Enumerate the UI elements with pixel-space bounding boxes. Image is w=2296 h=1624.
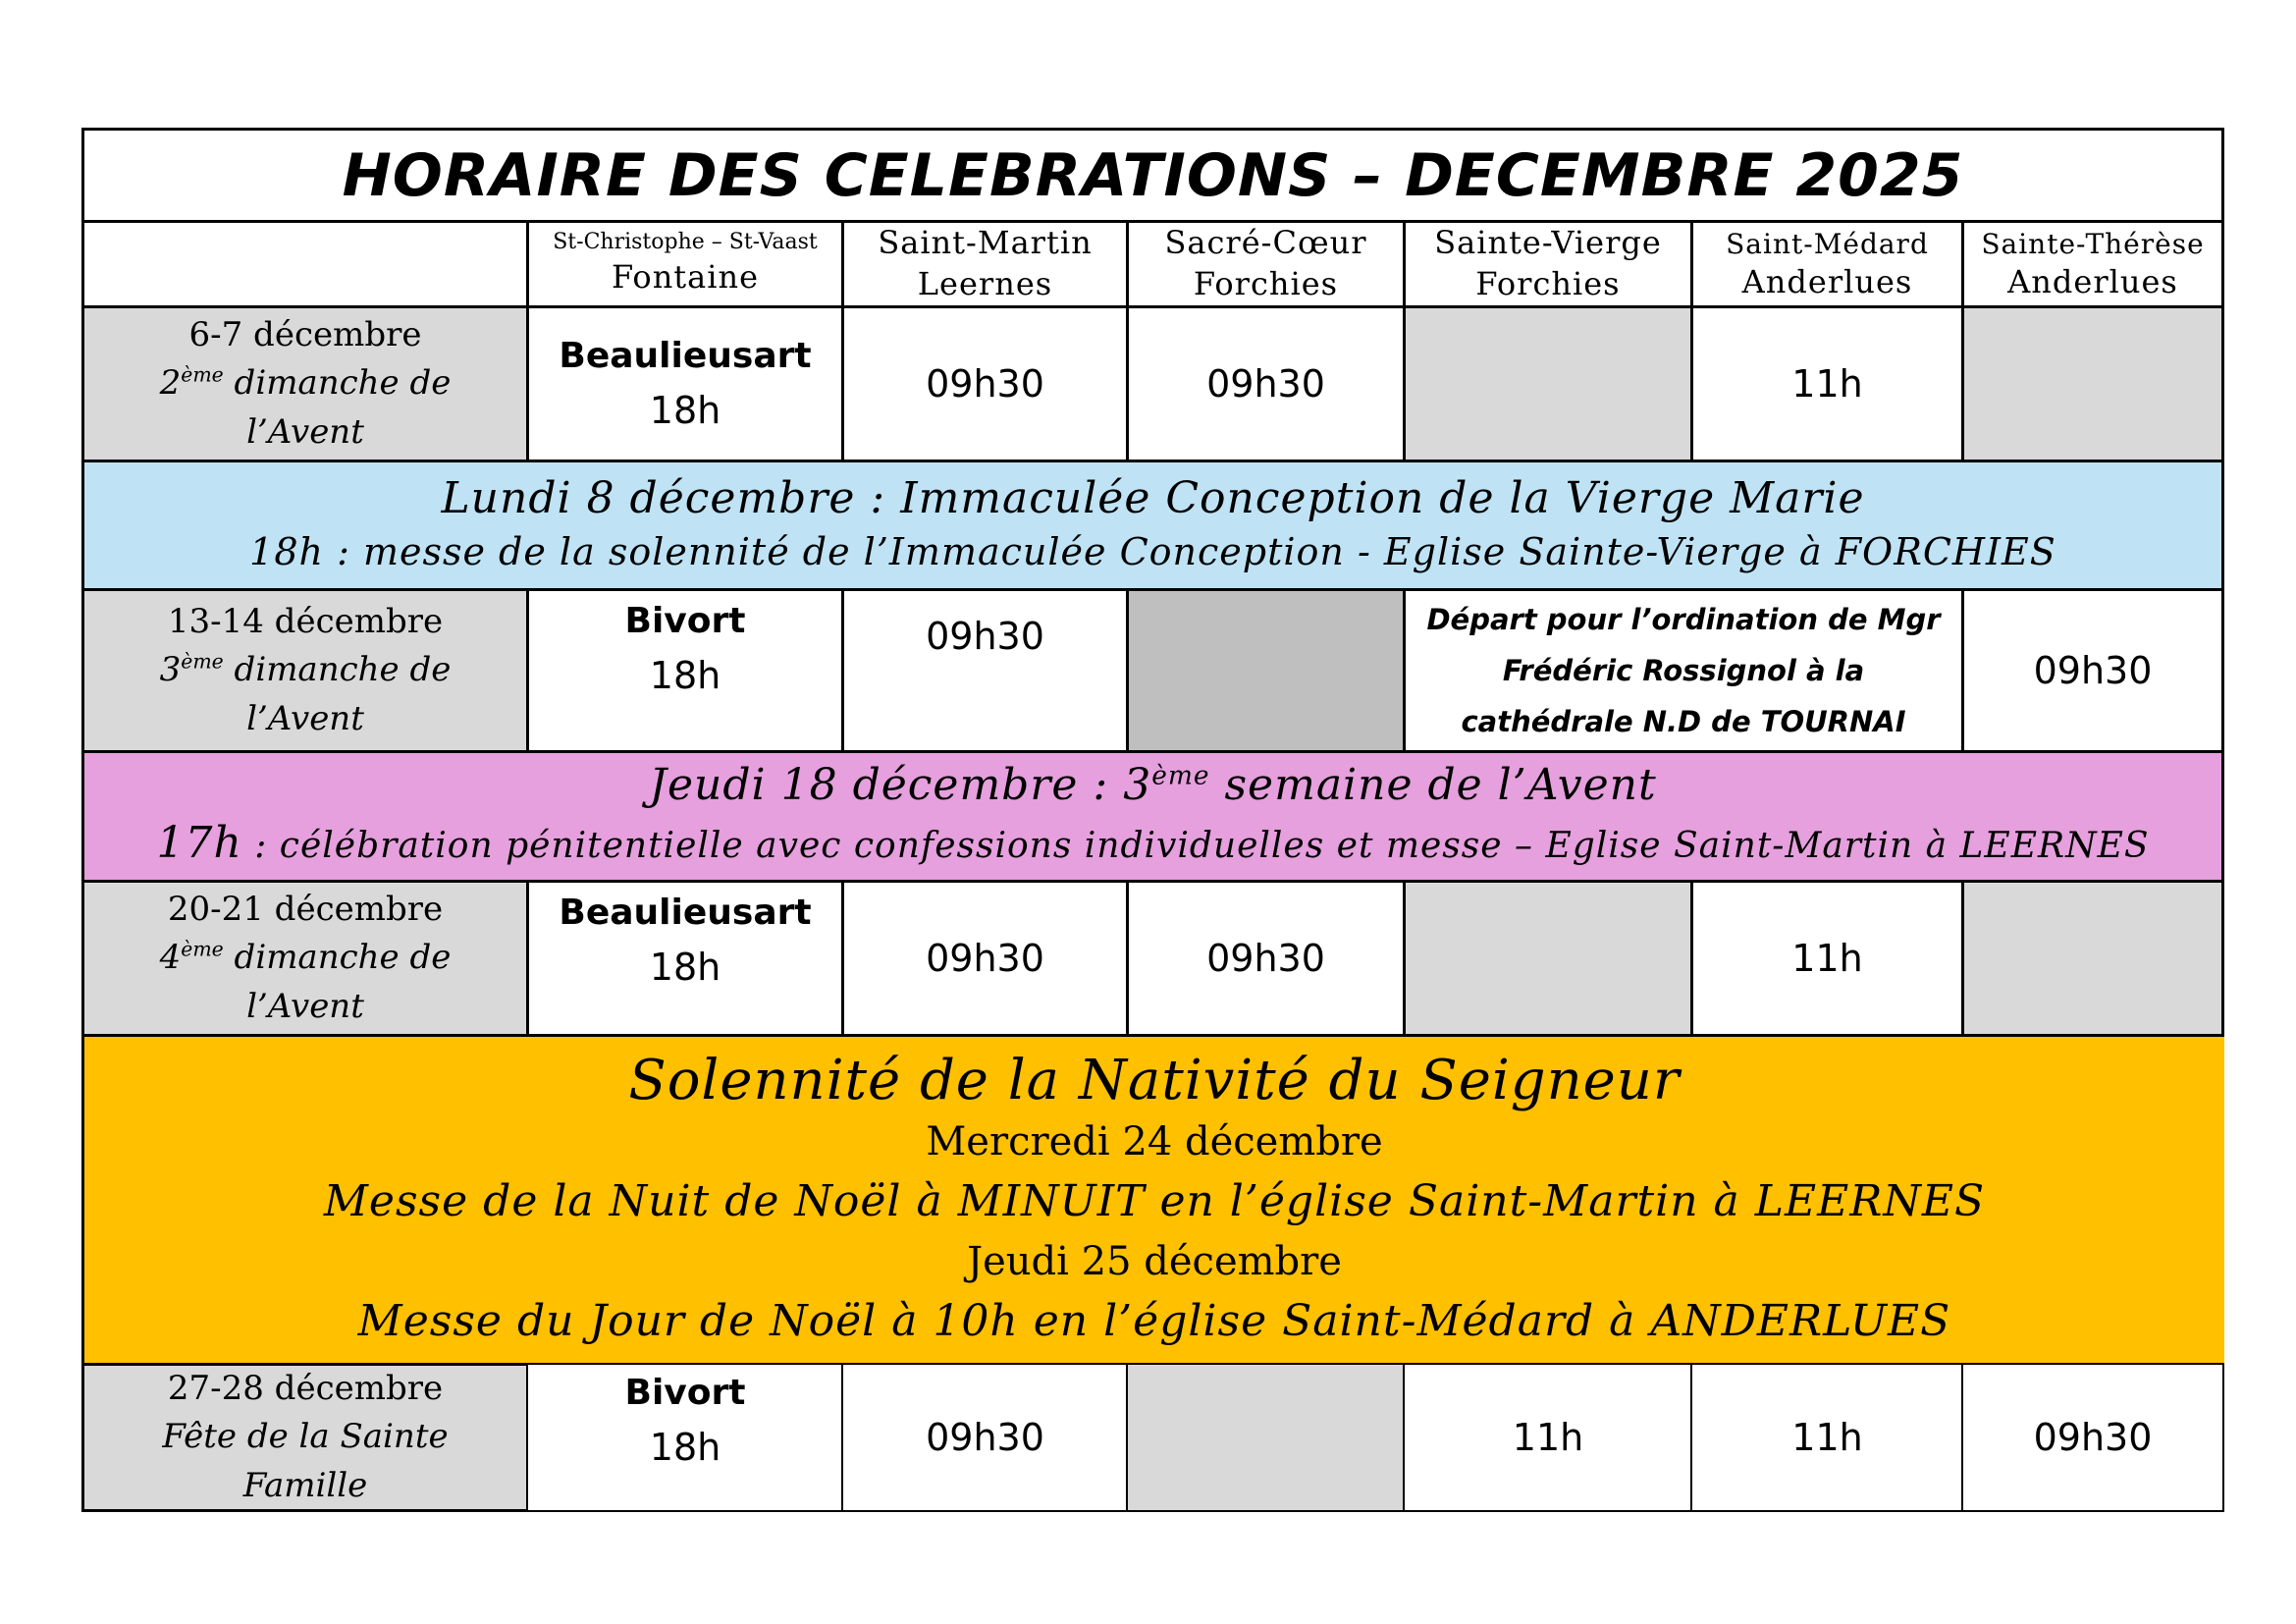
row2-date-cell xyxy=(81,588,529,753)
row1-date: 6-7 décembre xyxy=(188,315,422,355)
header-sainte-therese-line1: Sainte-Thérèse xyxy=(1981,228,2205,260)
header-sainte-vierge xyxy=(1403,220,1693,308)
row3-fontaine-time: 18h xyxy=(649,946,721,989)
header-leernes-line1: Saint-Martin xyxy=(878,224,1093,262)
row2-fontaine-location: Bivort xyxy=(624,601,746,641)
header-sacre-coeur xyxy=(1126,220,1406,308)
row4-sainte-vierge-time: 11h xyxy=(1512,1415,1584,1459)
row4-sainte-therese-time: 09h30 xyxy=(2033,1415,2153,1459)
nativite-day1: Mercredi 24 décembre xyxy=(926,1118,1383,1164)
row1-sacre-coeur xyxy=(1126,305,1406,462)
row4-feast-line2: Famille xyxy=(242,1465,368,1505)
nativite-band xyxy=(81,1034,2224,1366)
row3-date-cell xyxy=(81,880,529,1037)
nativite-mass1: Messe de la Nuit de Noël à MINUIT en l’église Saint-Martin à LEERNES xyxy=(323,1175,1986,1226)
row1-leernes-time: 09h30 xyxy=(926,361,1044,406)
row4-fontaine-time: 18h xyxy=(649,1426,721,1469)
row2-leernes-time: 09h30 xyxy=(926,615,1044,658)
row1-leernes xyxy=(841,305,1129,462)
row4-date: 27-28 décembre xyxy=(167,1369,444,1409)
ordination-line1: Départ pour l’ordination de Mgr xyxy=(1426,602,1941,636)
penitentielle-band xyxy=(81,750,2224,883)
header-saint-medard xyxy=(1690,220,1964,308)
row1-sunday: 2ème dimanche de xyxy=(159,363,452,404)
header-fontaine-line1: St-Christophe – St-Vaast xyxy=(553,230,818,254)
row4-fontaine xyxy=(526,1363,844,1512)
nativite-title: Solennité de la Nativité du Seigneur xyxy=(628,1048,1681,1112)
row3-sunday: 4ème dimanche de xyxy=(159,938,452,978)
row2-sainte-therese xyxy=(1961,588,2224,753)
row4-saint-medard-time: 11h xyxy=(1791,1415,1863,1459)
row1-avent: l’Avent xyxy=(246,411,364,452)
immaculee-title: Lundi 8 décembre : Immaculée Conception de la Vierge Marie xyxy=(441,472,1865,523)
ordination-line3: cathédrale N.D de TOURNAI xyxy=(1461,705,1906,739)
header-empty-cell xyxy=(81,220,529,308)
row2-avent: l’Avent xyxy=(246,698,364,738)
row3-sainte-vierge xyxy=(1403,880,1693,1037)
title-cell xyxy=(81,128,2224,223)
row2-ordination-note xyxy=(1403,588,1964,753)
row1-fontaine-location: Beaulieusart xyxy=(559,335,812,376)
row1-saint-medard-time: 11h xyxy=(1791,361,1863,406)
row4-date-cell xyxy=(81,1363,529,1512)
row1-sainte-therese xyxy=(1961,305,2224,462)
row3-saint-medard xyxy=(1690,880,1964,1037)
row2-sunday: 3ème dimanche de xyxy=(159,650,452,690)
penitentielle-description: 17h : célébration pénitentielle avec confessions individuelles et messe – Eglise Saint-Martin à LEERNES xyxy=(156,818,2150,869)
header-fontaine-line2: Fontaine xyxy=(611,257,760,296)
row3-sainte-therese xyxy=(1961,880,2224,1037)
row2-fontaine-time: 18h xyxy=(649,654,721,697)
row4-feast-line1: Fête de la Sainte xyxy=(162,1417,449,1457)
nativite-day2: Jeudi 25 décembre xyxy=(967,1238,1342,1284)
row2-sacre-coeur xyxy=(1126,588,1406,753)
row3-sacre-coeur-time: 09h30 xyxy=(1206,936,1325,980)
row1-sainte-vierge xyxy=(1403,305,1693,462)
header-sainte-vierge-line1: Sainte-Vierge xyxy=(1434,224,1662,262)
header-sacre-coeur-line1: Sacré-Cœur xyxy=(1164,224,1367,262)
row3-fontaine-location: Beaulieusart xyxy=(559,893,812,933)
immaculee-band xyxy=(81,460,2224,591)
row4-saint-medard xyxy=(1690,1363,1964,1512)
header-leernes xyxy=(841,220,1129,308)
row3-leernes-time: 09h30 xyxy=(926,936,1044,980)
penitentielle-title: Jeudi 18 décembre : 3ème semaine de l’Avent xyxy=(649,760,1657,811)
row1-saint-medard xyxy=(1690,305,1964,462)
row3-date: 20-21 décembre xyxy=(167,890,444,930)
row2-leernes xyxy=(841,588,1129,753)
header-leernes-line2: Leernes xyxy=(917,265,1053,302)
header-fontaine xyxy=(526,220,844,308)
schedule-table xyxy=(81,128,2224,1512)
header-sainte-therese xyxy=(1961,220,2224,308)
row4-sacre-coeur xyxy=(1126,1363,1406,1512)
header-sacre-coeur-line2: Forchies xyxy=(1193,265,1339,302)
header-sainte-vierge-line2: Forchies xyxy=(1475,265,1621,302)
row1-sacre-coeur-time: 09h30 xyxy=(1206,361,1325,406)
row3-fontaine xyxy=(526,880,844,1037)
row2-date: 13-14 décembre xyxy=(167,602,444,642)
row1-fontaine-time: 18h xyxy=(649,388,721,432)
row3-avent: l’Avent xyxy=(246,986,364,1026)
row1-fontaine xyxy=(526,305,844,462)
header-sainte-therese-line2: Anderlues xyxy=(2007,263,2178,301)
row2-sainte-therese-time: 09h30 xyxy=(2033,648,2153,692)
row4-leernes-time: 09h30 xyxy=(926,1415,1044,1459)
immaculee-mass: 18h : messe de la solennité de l’Immaculée Conception - Eglise Sainte-Vierge à FORCHIES xyxy=(249,529,2056,573)
nativite-mass2: Messe du Jour de Noël à 10h en l’église Saint-Médard à ANDERLUES xyxy=(357,1295,1951,1346)
row4-leernes xyxy=(841,1363,1129,1512)
row4-sainte-vierge xyxy=(1403,1363,1693,1512)
row3-sacre-coeur xyxy=(1126,880,1406,1037)
ordination-line2: Frédéric Rossignol à la xyxy=(1502,653,1865,687)
row1-date-cell xyxy=(81,305,529,462)
row3-saint-medard-time: 11h xyxy=(1791,936,1863,980)
row4-fontaine-location: Bivort xyxy=(624,1373,746,1413)
row3-leernes xyxy=(841,880,1129,1037)
row2-fontaine xyxy=(526,588,844,753)
page-title: HORAIRE DES CELEBRATIONS – DECEMBRE 2025 xyxy=(342,140,1964,210)
row4-sainte-therese xyxy=(1961,1363,2224,1512)
header-saint-medard-line1: Saint-Médard xyxy=(1726,228,1929,260)
header-saint-medard-line2: Anderlues xyxy=(1741,263,1913,301)
